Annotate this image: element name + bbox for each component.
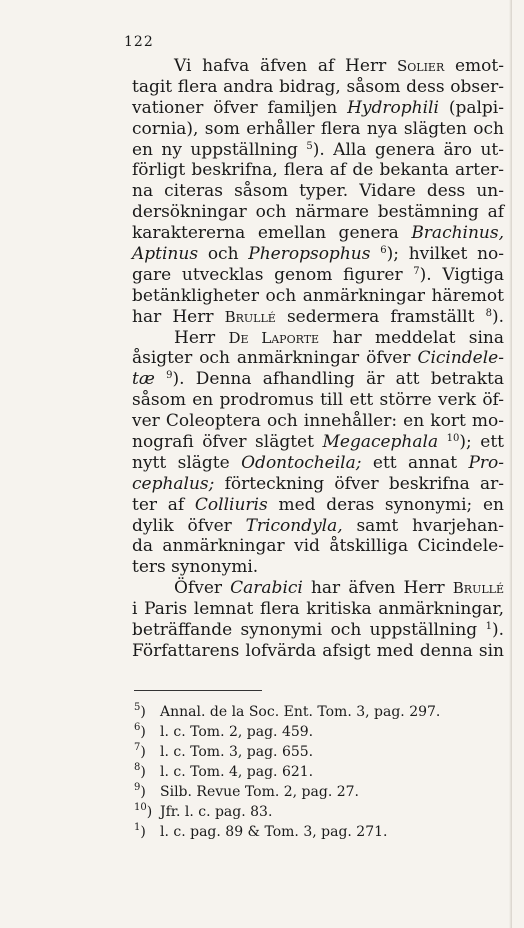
text-run: ver Coleoptera och innehåller: en kort mo- [132, 411, 504, 432]
text-line [132, 495, 504, 516]
text-run: ); ett [459, 432, 504, 453]
footnote-number: 5 [134, 702, 141, 713]
text-run: ). Vigtiga [419, 264, 504, 285]
text-run: (palpi- [438, 97, 504, 118]
footnote-number: 9 [134, 782, 141, 793]
footnote-text: Annal. de la Soc. Ent. Tom. 3, pag. 297. [160, 704, 441, 720]
footnote-text: Silb. Revue Tom. 2, pag. 27. [160, 784, 359, 800]
text-run: och [198, 244, 249, 265]
italic-term: Colliuris [194, 494, 268, 515]
italic-term: Brachinus, [411, 223, 504, 244]
text-run: såsom en prodromus till ett större verk öf- [132, 390, 504, 411]
text-run: dylik öfver [132, 515, 246, 536]
text-run: Öfver [174, 578, 231, 599]
text-run: har Herr [132, 306, 225, 327]
footnote-reference: 10 [446, 433, 460, 445]
text-run: vationer öfver familjen [132, 97, 348, 118]
footnote [134, 722, 504, 742]
footnote-mark: $^9$) [134, 782, 146, 800]
text-run: dersökningar och närmare bestämning af [132, 202, 504, 223]
footnote-number: 1 [134, 822, 141, 833]
footnote-reference: 1 [485, 621, 492, 633]
text-line [132, 557, 504, 578]
footnote-reference: 5 [306, 140, 313, 152]
text-run: en ny uppställning [132, 139, 307, 160]
text-line [132, 369, 504, 390]
text-line [132, 77, 504, 98]
footnote [134, 802, 504, 822]
text-run: na citeras såsom typer. Vidare dess un- [132, 181, 504, 202]
text-run [438, 432, 447, 452]
footnote-text: l. c. Tom. 4, pag. 621. [160, 764, 314, 780]
text-line [132, 244, 504, 265]
text-line [132, 578, 504, 599]
text-line [132, 516, 504, 537]
text-line [132, 641, 504, 662]
footnote-mark: $^{10}$) [134, 802, 153, 820]
text-run: da anmärkningar vid åtskilliga Cicindele- [132, 536, 504, 557]
text-line [132, 202, 504, 223]
author-name: Brullé [452, 579, 504, 598]
footnote [134, 702, 504, 722]
text-run: beträffande synonymi och uppställning [132, 620, 486, 641]
text-run: emot- [444, 56, 504, 76]
text-run: nografi öfver slägtet [132, 432, 323, 453]
italic-term: Hydrophili [347, 97, 439, 118]
text-line [132, 140, 504, 161]
text-run: Författarens lofvärda afsigt med denna sin [132, 640, 504, 661]
text-run: sedermera framställt [275, 306, 486, 327]
footnote-text: Jfr. l. c. pag. 83. [160, 804, 273, 820]
text-run: förligt beskrifna, flera af de bekanta arter- [132, 160, 504, 181]
text-line [132, 536, 504, 557]
italic-term: Aptinus [132, 244, 199, 265]
footnotes [134, 702, 504, 842]
text-run [155, 369, 166, 389]
author-name: Solier [396, 57, 445, 75]
text-line [132, 119, 504, 140]
text-run: Vi hafva äfven af Herr [174, 56, 397, 76]
italic-term: Odontocheila; [241, 452, 362, 473]
text-run: ). Denna afhandling är att betrakta [172, 369, 504, 390]
footnote-text: l. c. Tom. 2, pag. 459. [160, 724, 314, 740]
text-line [132, 265, 504, 286]
text-line [132, 599, 504, 620]
text-run: i Paris lemnat flera kritiska anmärkningar, [132, 599, 504, 620]
footnote-number: 10 [134, 802, 147, 813]
text-line [132, 620, 504, 641]
text-run: ter af [132, 494, 195, 515]
text-run: med deras synonymi; en [267, 494, 504, 515]
text-line [132, 390, 504, 411]
text-run: åsigter och anmärkningar öfver [132, 348, 418, 369]
footnote [134, 762, 504, 782]
text-run: cornia), som erhåller flera nya slägten och [132, 118, 504, 139]
author-name: De Laporte [228, 328, 320, 347]
text-run: ). [491, 620, 504, 641]
text-run: karaktererna emellan genera [132, 223, 412, 244]
footnote-text: l. c. pag. 89 & Tom. 3, pag. 271. [160, 824, 388, 840]
text-line [132, 474, 504, 495]
text-run: tagit flera andra bidrag, såsom dess obser- [132, 76, 504, 97]
footnote-mark: $^5$) [134, 702, 146, 720]
text-run: förteckning öfver beskrifna ar- [214, 473, 504, 494]
text-run: ). Alla genera äro ut- [312, 139, 504, 160]
footnote-number: 6 [134, 722, 141, 733]
author-name: Brullé [224, 307, 276, 326]
page-edge [509, 0, 512, 928]
text-run: ); hvilket no- [386, 244, 504, 265]
text-run: samt hvarjehan- [342, 515, 504, 536]
text-run: gare utvecklas genom figurer [132, 264, 414, 285]
italic-term: Cicindele- [417, 348, 504, 369]
italic-term: Megacephala [322, 432, 439, 453]
text-run: Herr [174, 327, 229, 348]
text-line [132, 411, 504, 432]
text-line [132, 307, 504, 328]
footnote [134, 822, 504, 842]
text-run: ters synonymi. [132, 557, 259, 578]
footnote-reference: 9 [166, 370, 173, 382]
footnote-rule [134, 690, 262, 691]
footnote-reference: 6 [380, 245, 387, 257]
text-line [132, 56, 504, 77]
text-line [132, 453, 504, 474]
text-line [132, 98, 504, 119]
page-number: 122 [124, 34, 154, 50]
text-run: har äfven Herr [302, 578, 453, 599]
text-run: betänkligheter och anmärkningar häremot [132, 285, 504, 306]
footnote-mark: $^8$) [134, 762, 146, 780]
italic-term: Tricondyla, [245, 515, 343, 536]
text-run: har meddelat sina [319, 327, 504, 348]
footnote-reference: 7 [413, 265, 420, 277]
text-line [132, 328, 504, 349]
text-line [132, 223, 504, 244]
text-line [132, 181, 504, 202]
text-run: ett annat [361, 452, 469, 473]
footnote-mark: $^1$) [134, 822, 146, 840]
footnote-mark: $^6$) [134, 722, 146, 740]
body-text [132, 56, 504, 662]
text-line [132, 286, 504, 307]
footnote-mark: $^7$) [134, 742, 146, 760]
footnote-reference: 8 [485, 307, 492, 319]
text-line [132, 432, 504, 453]
text-run [370, 244, 380, 264]
text-line [132, 348, 504, 369]
text-line [132, 160, 504, 181]
italic-term: Pro- [468, 452, 504, 473]
footnote-text: l. c. Tom. 3, pag. 655. [160, 744, 314, 760]
text-run: nytt slägte [132, 452, 242, 473]
footnote-number: 8 [134, 762, 141, 773]
footnote-number: 7 [134, 742, 141, 753]
italic-term: tæ [132, 369, 155, 390]
italic-term: Carabici [230, 578, 303, 599]
footnote [134, 742, 504, 762]
italic-term: Pheropsophus [248, 244, 371, 265]
footnote [134, 782, 504, 802]
italic-term: cephalus; [132, 473, 215, 494]
text-run: ). [491, 306, 504, 327]
